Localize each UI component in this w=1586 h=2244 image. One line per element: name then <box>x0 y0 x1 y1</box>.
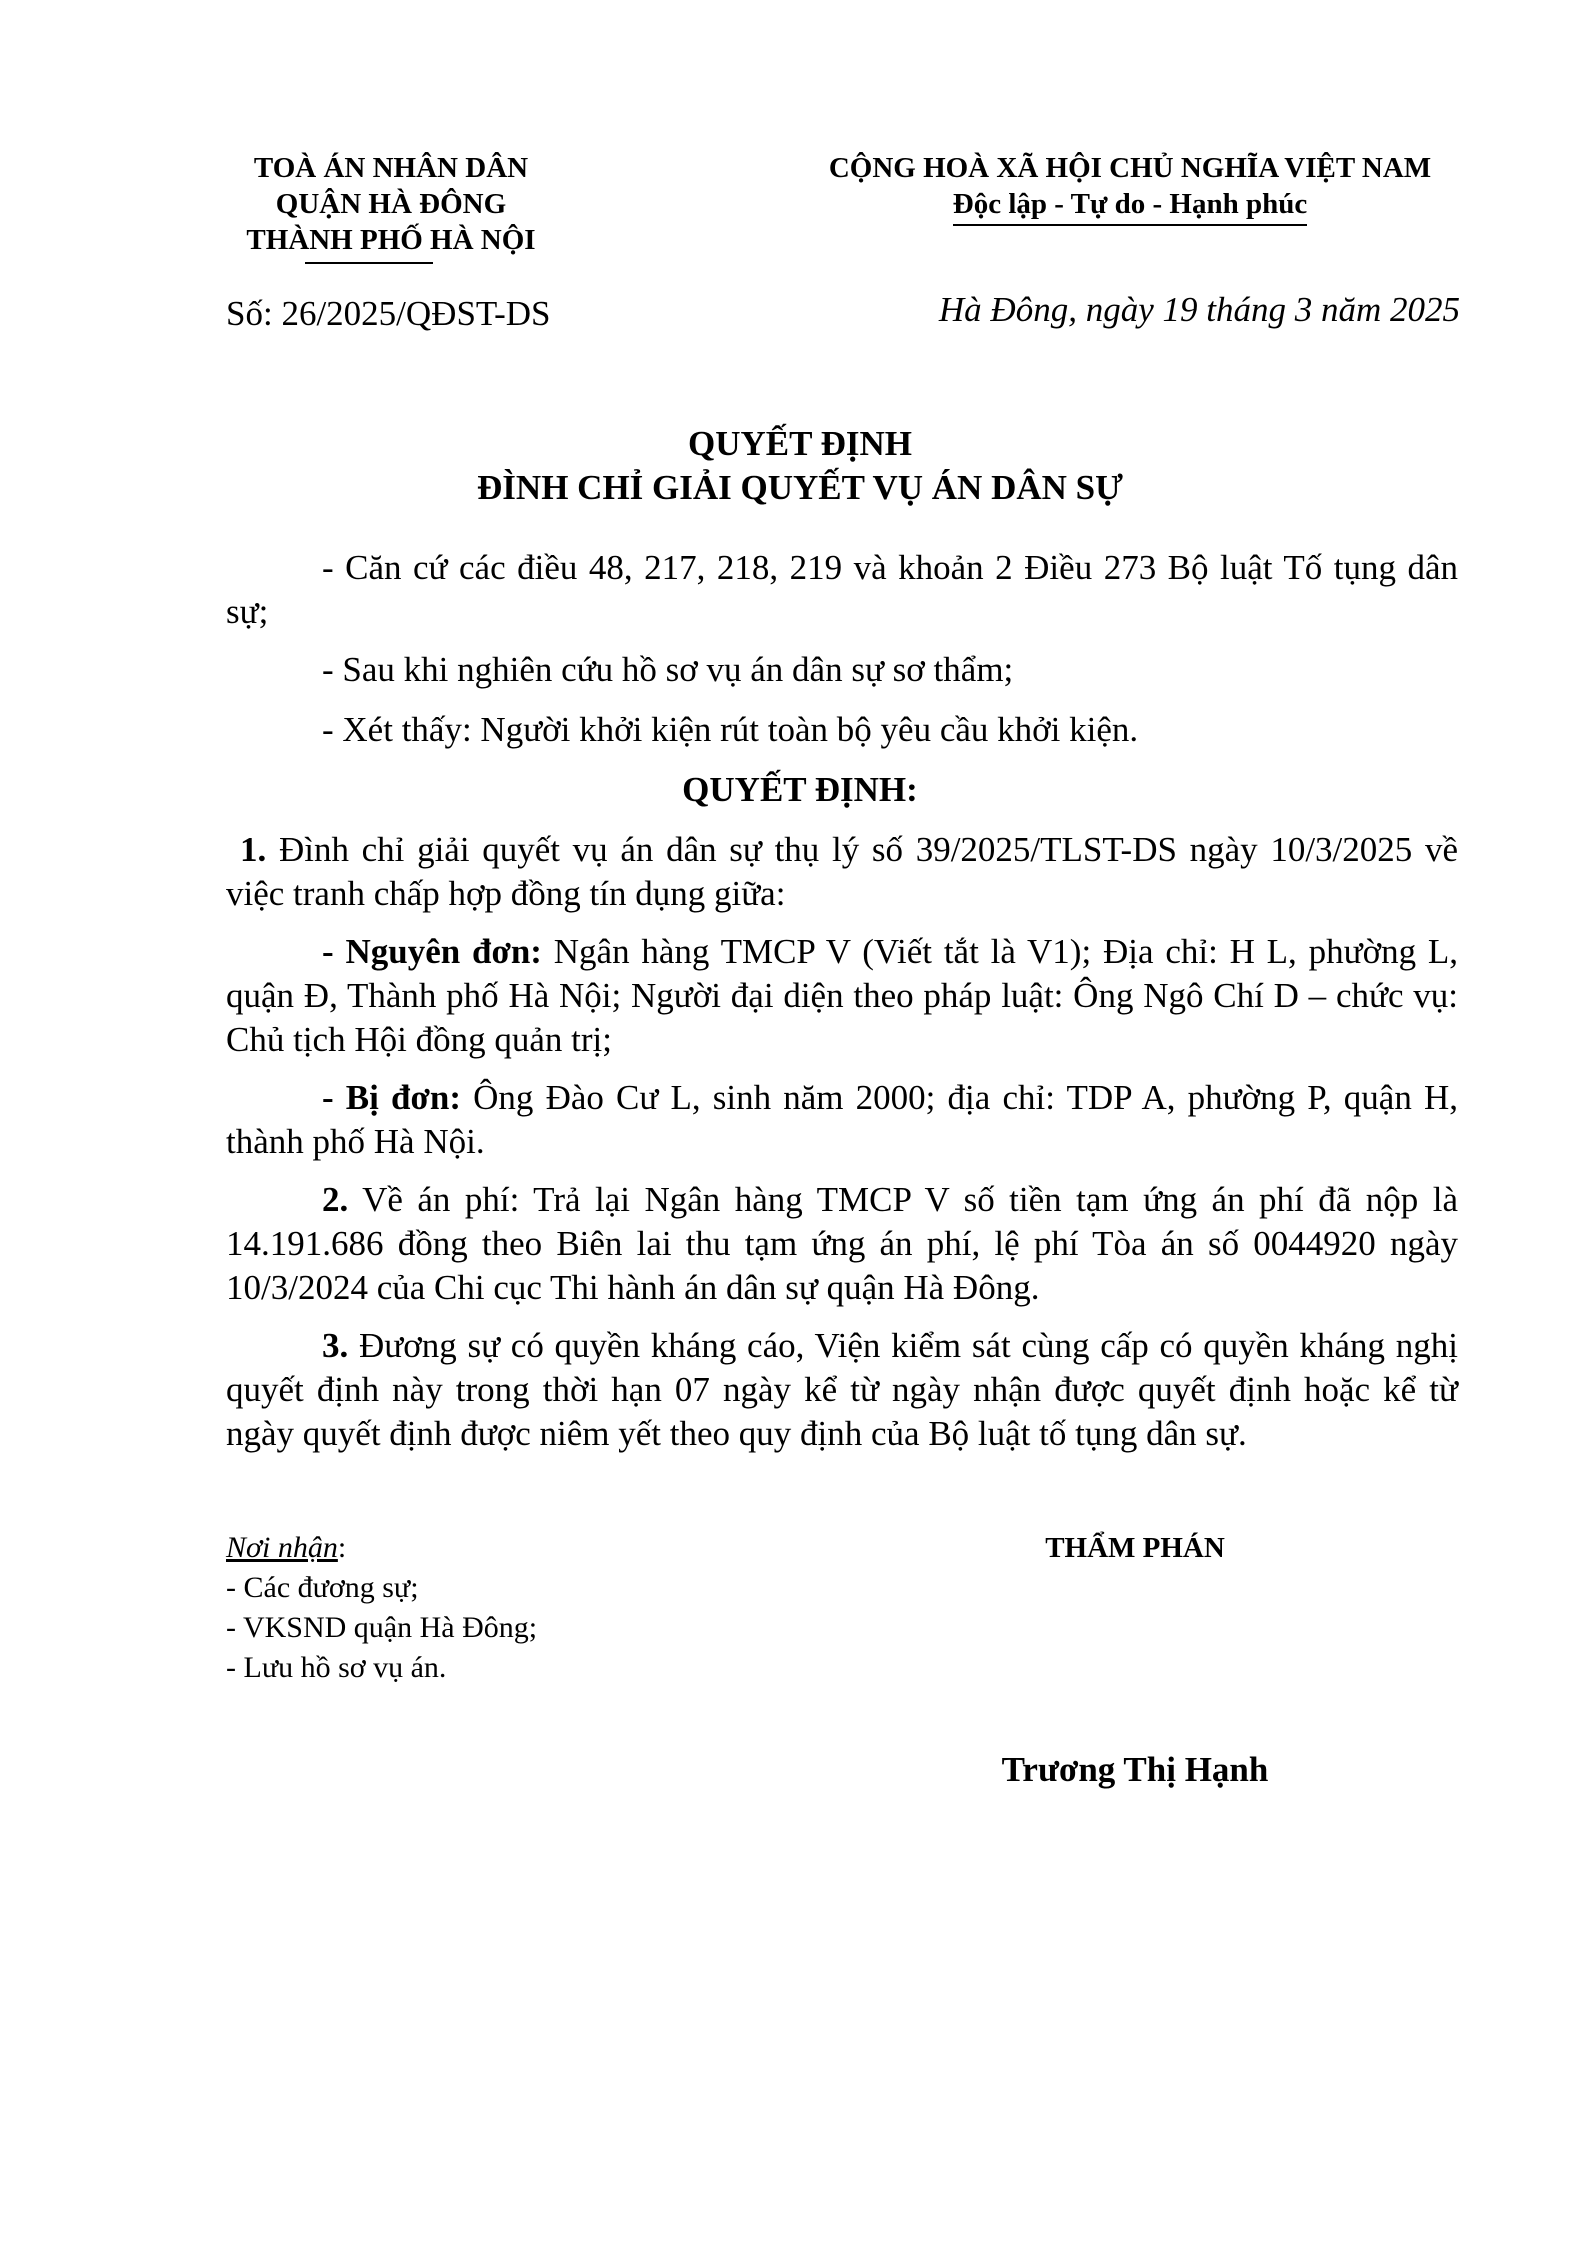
signer-name: Trương Thị Hạnh <box>1001 1750 1269 1789</box>
document-title: QUYẾT ĐỊNH <box>688 424 912 463</box>
signer-title: THẨM PHÁN <box>1045 1532 1225 1564</box>
preamble-consideration: - Xét thấy: Người khởi kiện rút toàn bộ yêu cầu khởi kiện. <box>322 710 1139 749</box>
court-underline <box>305 262 433 264</box>
document-subtitle: ĐÌNH CHỈ GIẢI QUYẾT VỤ ÁN DÂN SỰ <box>477 468 1123 507</box>
plaintiff-label: - Nguyên đơn: <box>322 932 542 971</box>
item-2-text: Về án phí: Trả lại Ngân hàng TMCP V số tiền tạm ứng án phí đã nộp là 14.191.686 đồng theo Biên lai thu tạm ứng án phí, lệ phí Tòa án số 0044920 ngày 10/3/2024 của Chi cục Thi hành án dân sự quận Hà Đông. <box>226 1180 1458 1307</box>
decision-item-2 <box>226 1178 1458 1310</box>
plaintiff-paragraph <box>226 930 1458 1062</box>
court-line-3: THÀNH PHỐ HÀ NỘI <box>246 224 536 256</box>
place-and-date: Hà Đông, ngày 19 tháng 3 năm 2025 <box>938 290 1460 329</box>
item-3-text: Đương sự có quyền kháng cáo, Viện kiểm sát cùng cấp có quyền kháng nghị quyết định này trong thời hạn 07 ngày kể từ ngày nhận được quyết định hoặc kể từ ngày quyết định được niêm yết theo quy định của Bộ luật tố tụng dân sự. <box>226 1326 1458 1453</box>
preamble-research: - Sau khi nghiên cứu hồ sơ vụ án dân sự sơ thẩm; <box>322 650 1014 689</box>
recipients-label: Nơi nhận <box>226 1531 338 1564</box>
recipient-item: - Các đương sự; <box>226 1571 419 1604</box>
preamble-legal-basis: - Căn cứ các điều 48, 217, 218, 219 và khoản 2 Điều 273 Bộ luật Tố tụng dân sự; <box>226 548 1458 631</box>
national-header <box>770 150 1490 226</box>
recipients-block <box>226 1528 537 1688</box>
decision-heading: QUYẾT ĐỊNH: <box>682 770 918 809</box>
item-1-text: Đình chỉ giải quyết vụ án dân sự thụ lý số 39/2025/TLST-DS ngày 10/3/2025 về việc tranh chấp hợp đồng tín dụng giữa: <box>226 830 1459 913</box>
nation-name: CỘNG HOÀ XÃ HỘI CHỦ NGHĨA VIỆT NAM <box>828 152 1432 184</box>
item-1-number: 1. <box>240 830 267 869</box>
plaintiff-details: Ngân hàng TMCP V (Viết tắt là V1); Địa chỉ: H L, phường L, quận Đ, Thành phố Hà Nội; Người đại diện theo pháp luật: Ông Ngô Chí D – chức vụ: Chủ tịch Hội đồng quản trị; <box>226 932 1459 1059</box>
defendant-label: - Bị đơn: <box>322 1078 461 1117</box>
court-line-1: TOÀ ÁN NHÂN DÂN <box>253 152 529 184</box>
recipients-colon: : <box>337 1531 347 1564</box>
recipient-item: - VKSND quận Hà Đông; <box>226 1611 538 1644</box>
court-line-2: QUẬN HÀ ĐÔNG <box>275 188 507 220</box>
item-2-number: 2. <box>322 1180 349 1219</box>
national-motto: Độc lập - Tự do - Hạnh phúc <box>953 186 1308 226</box>
item-3-number: 3. <box>322 1326 349 1365</box>
defendant-paragraph <box>226 1076 1458 1164</box>
defendant-details: Ông Đào Cư L, sinh năm 2000; địa chỉ: TDP A, phường P, quận H, thành phố Hà Nội. <box>226 1078 1458 1161</box>
court-name-block <box>196 150 586 258</box>
recipient-item: - Lưu hồ sơ vụ án. <box>226 1651 447 1684</box>
decision-item-1 <box>226 828 1458 916</box>
document-number: Số: 26/2025/QĐST-DS <box>226 294 551 333</box>
decision-item-3 <box>226 1324 1458 1456</box>
